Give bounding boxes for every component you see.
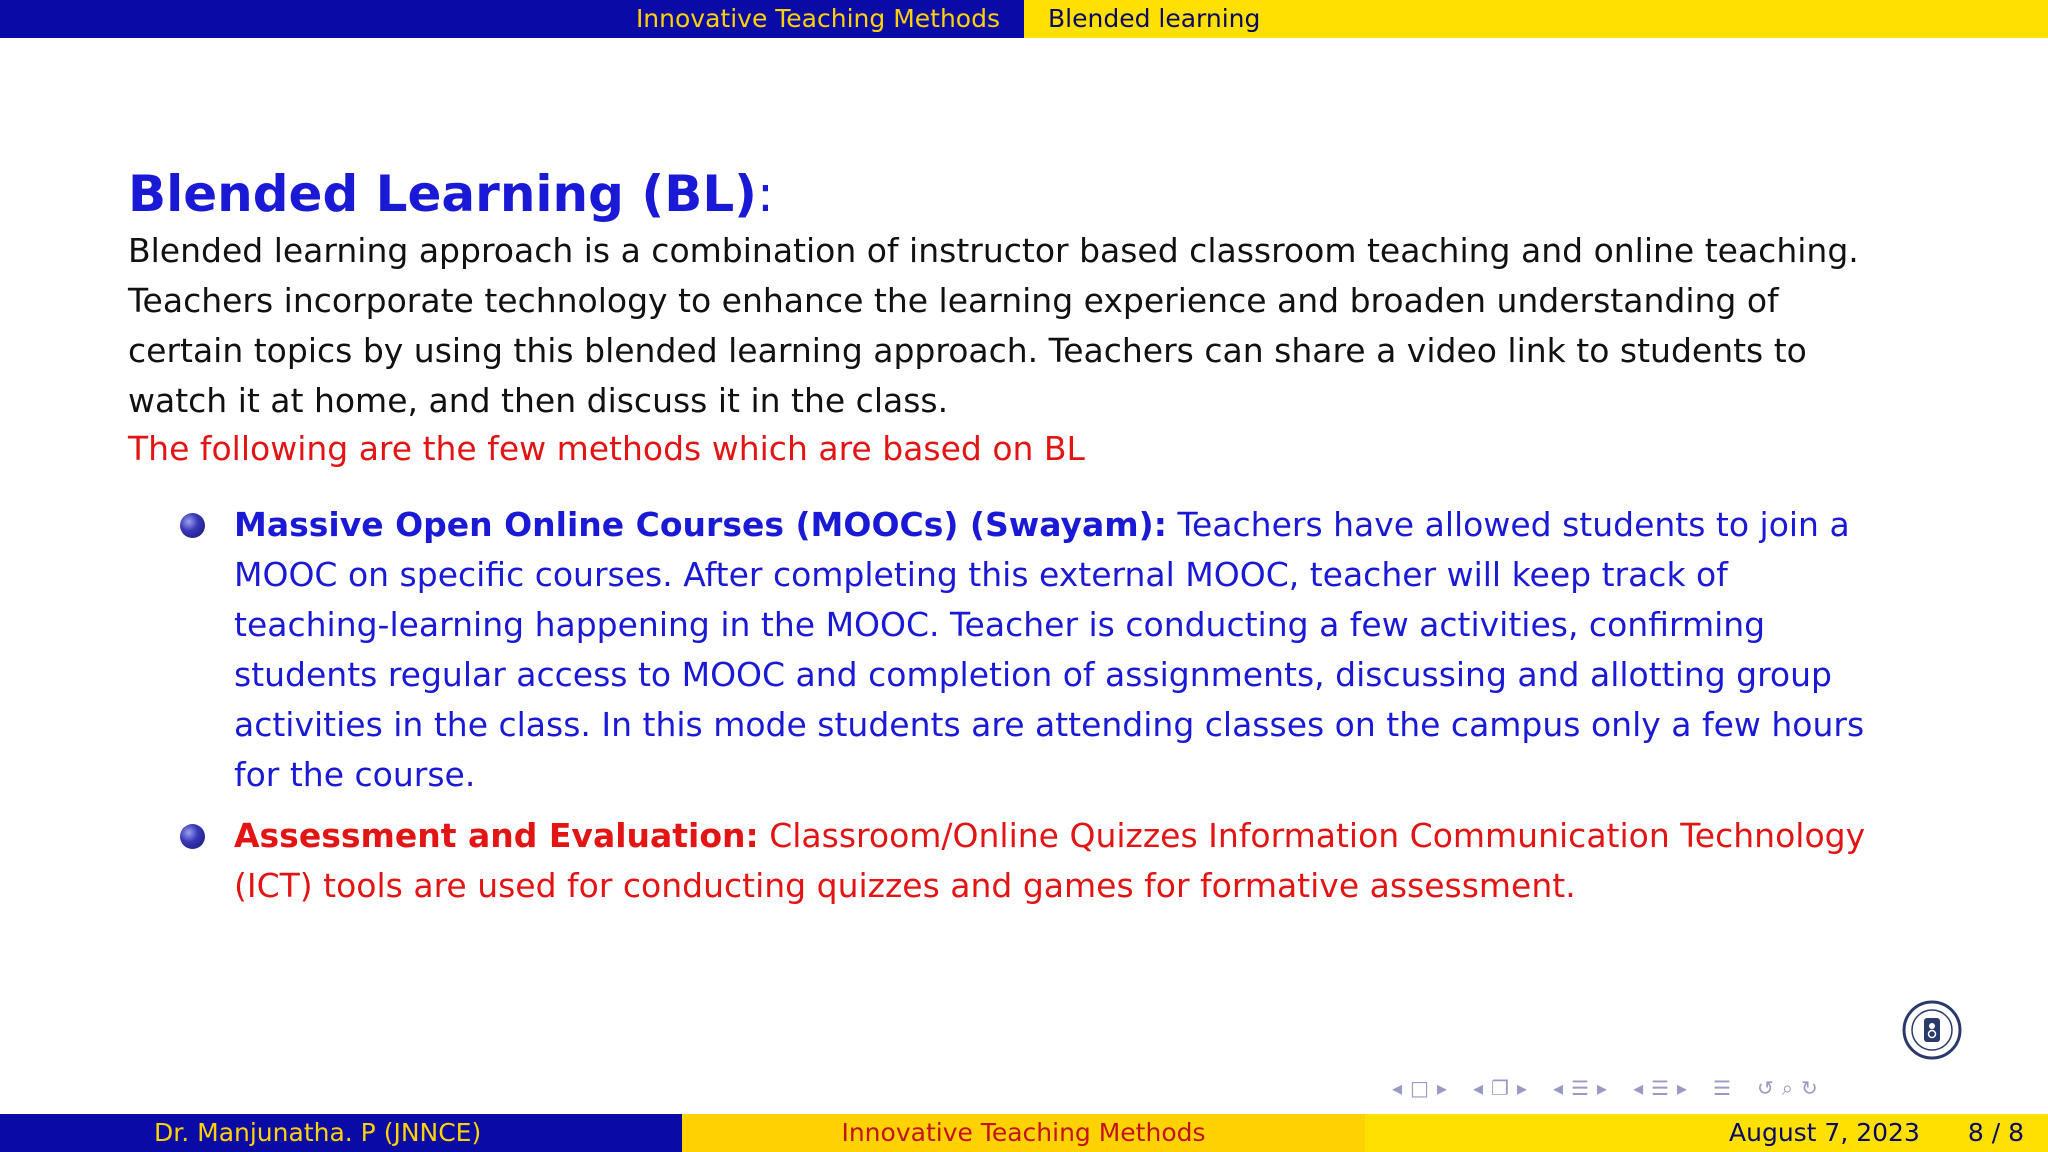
nav-right-arrow-icon[interactable]: ▸ (1677, 1076, 1688, 1100)
bullet-first-line (234, 500, 2048, 550)
footer-page-number: 8 / 8 (1967, 1118, 2024, 1147)
intro-paragraph (128, 226, 1928, 426)
nav-back-icon[interactable]: ↺ (1757, 1076, 1774, 1100)
nav-left-arrow-icon[interactable]: ◂ (1473, 1076, 1484, 1100)
slide-title-colon: : (757, 165, 774, 223)
beamer-navigation (1392, 1076, 1826, 1100)
bullet-first-line (234, 811, 2048, 861)
footer-title: Innovative Teaching Methods (682, 1114, 1365, 1152)
nav-appendix-icon[interactable]: ☰ (1713, 1076, 1732, 1100)
slide-title-text: Blended Learning (BL) (128, 165, 758, 223)
paragraph-line: Teachers incorporate technology to enhance the learning experience and broaden understanding of (128, 281, 1779, 320)
bullet-term: Assessment and Evaluation: (234, 816, 759, 855)
paragraph-line: certain topics by using this blended learning approach. Teachers can share a video link to students to (128, 331, 1807, 370)
nav-left-arrow-icon[interactable]: ◂ (1392, 1076, 1403, 1100)
header-section[interactable]: Innovative Teaching Methods (0, 0, 1024, 38)
nav-right-arrow-icon[interactable]: ▸ (1516, 1076, 1528, 1100)
college-seal-logo (1902, 1000, 1962, 1060)
bullet-line: activities in the class. In this mode students are attending classes on the campus only a few hours (234, 705, 1865, 744)
footer-date: August 7, 2023 (1729, 1118, 1920, 1147)
footer-right (1365, 1114, 2048, 1152)
header-subsection[interactable]: Blended learning (1024, 0, 2048, 38)
paragraph-line: Blended learning approach is a combination of instructor based classroom teaching and online teaching. (128, 231, 1859, 270)
methods-intro: The following are the few methods which are based on BL (128, 429, 1085, 468)
slide-title (128, 162, 774, 226)
list-item-assessment (0, 811, 2048, 911)
list-item-moocs (0, 500, 2048, 800)
bullet-line: students regular access to MOOC and completion of assignments, discussing and allotting group (234, 655, 1832, 694)
nav-doc-icon[interactable]: ☰ (1651, 1076, 1670, 1100)
bullet-line: (ICT) tools are used for conducting quizzes and games for formative assessment. (234, 866, 1576, 905)
bullet-line: MOOC on specific courses. After completing this external MOOC, teacher will keep track of (234, 555, 1728, 594)
bullet-text: Classroom/Online Quizzes Information Communication Technology (758, 816, 1866, 855)
bullet-ball-icon (180, 513, 205, 538)
bullet-text: Teachers have allowed students to join a (1166, 505, 1850, 544)
nav-search-icon[interactable]: ⌕ (1781, 1076, 1793, 1100)
nav-forward-icon[interactable]: ↻ (1801, 1076, 1818, 1100)
nav-left-arrow-icon[interactable]: ◂ (1553, 1076, 1564, 1100)
nav-frame-icon[interactable]: □ (1410, 1076, 1429, 1100)
nav-subsection-icon[interactable]: ❐ (1491, 1076, 1509, 1100)
nav-right-arrow-icon[interactable]: ▸ (1436, 1076, 1447, 1100)
paragraph-line: watch it at home, and then discuss it in the class. (128, 381, 949, 420)
nav-section-icon[interactable]: ☰ (1571, 1076, 1590, 1100)
footer-author: Dr. Manjunatha. P (JNNCE) (0, 1114, 682, 1152)
bullet-term: Massive Open Online Courses (MOOCs) (Swayam): (234, 505, 1167, 544)
bullet-ball-icon (180, 824, 205, 849)
methods-list (0, 500, 2048, 911)
nav-left-arrow-icon[interactable]: ◂ (1633, 1076, 1644, 1100)
nav-right-arrow-icon[interactable]: ▸ (1597, 1076, 1608, 1100)
bullet-line: teaching-learning happening in the MOOC. Teacher is conducting a few activities, confirming (234, 605, 1766, 644)
footer-bar (0, 1114, 2048, 1152)
bullet-line: for the course. (234, 755, 476, 794)
header-bar (0, 0, 2048, 38)
